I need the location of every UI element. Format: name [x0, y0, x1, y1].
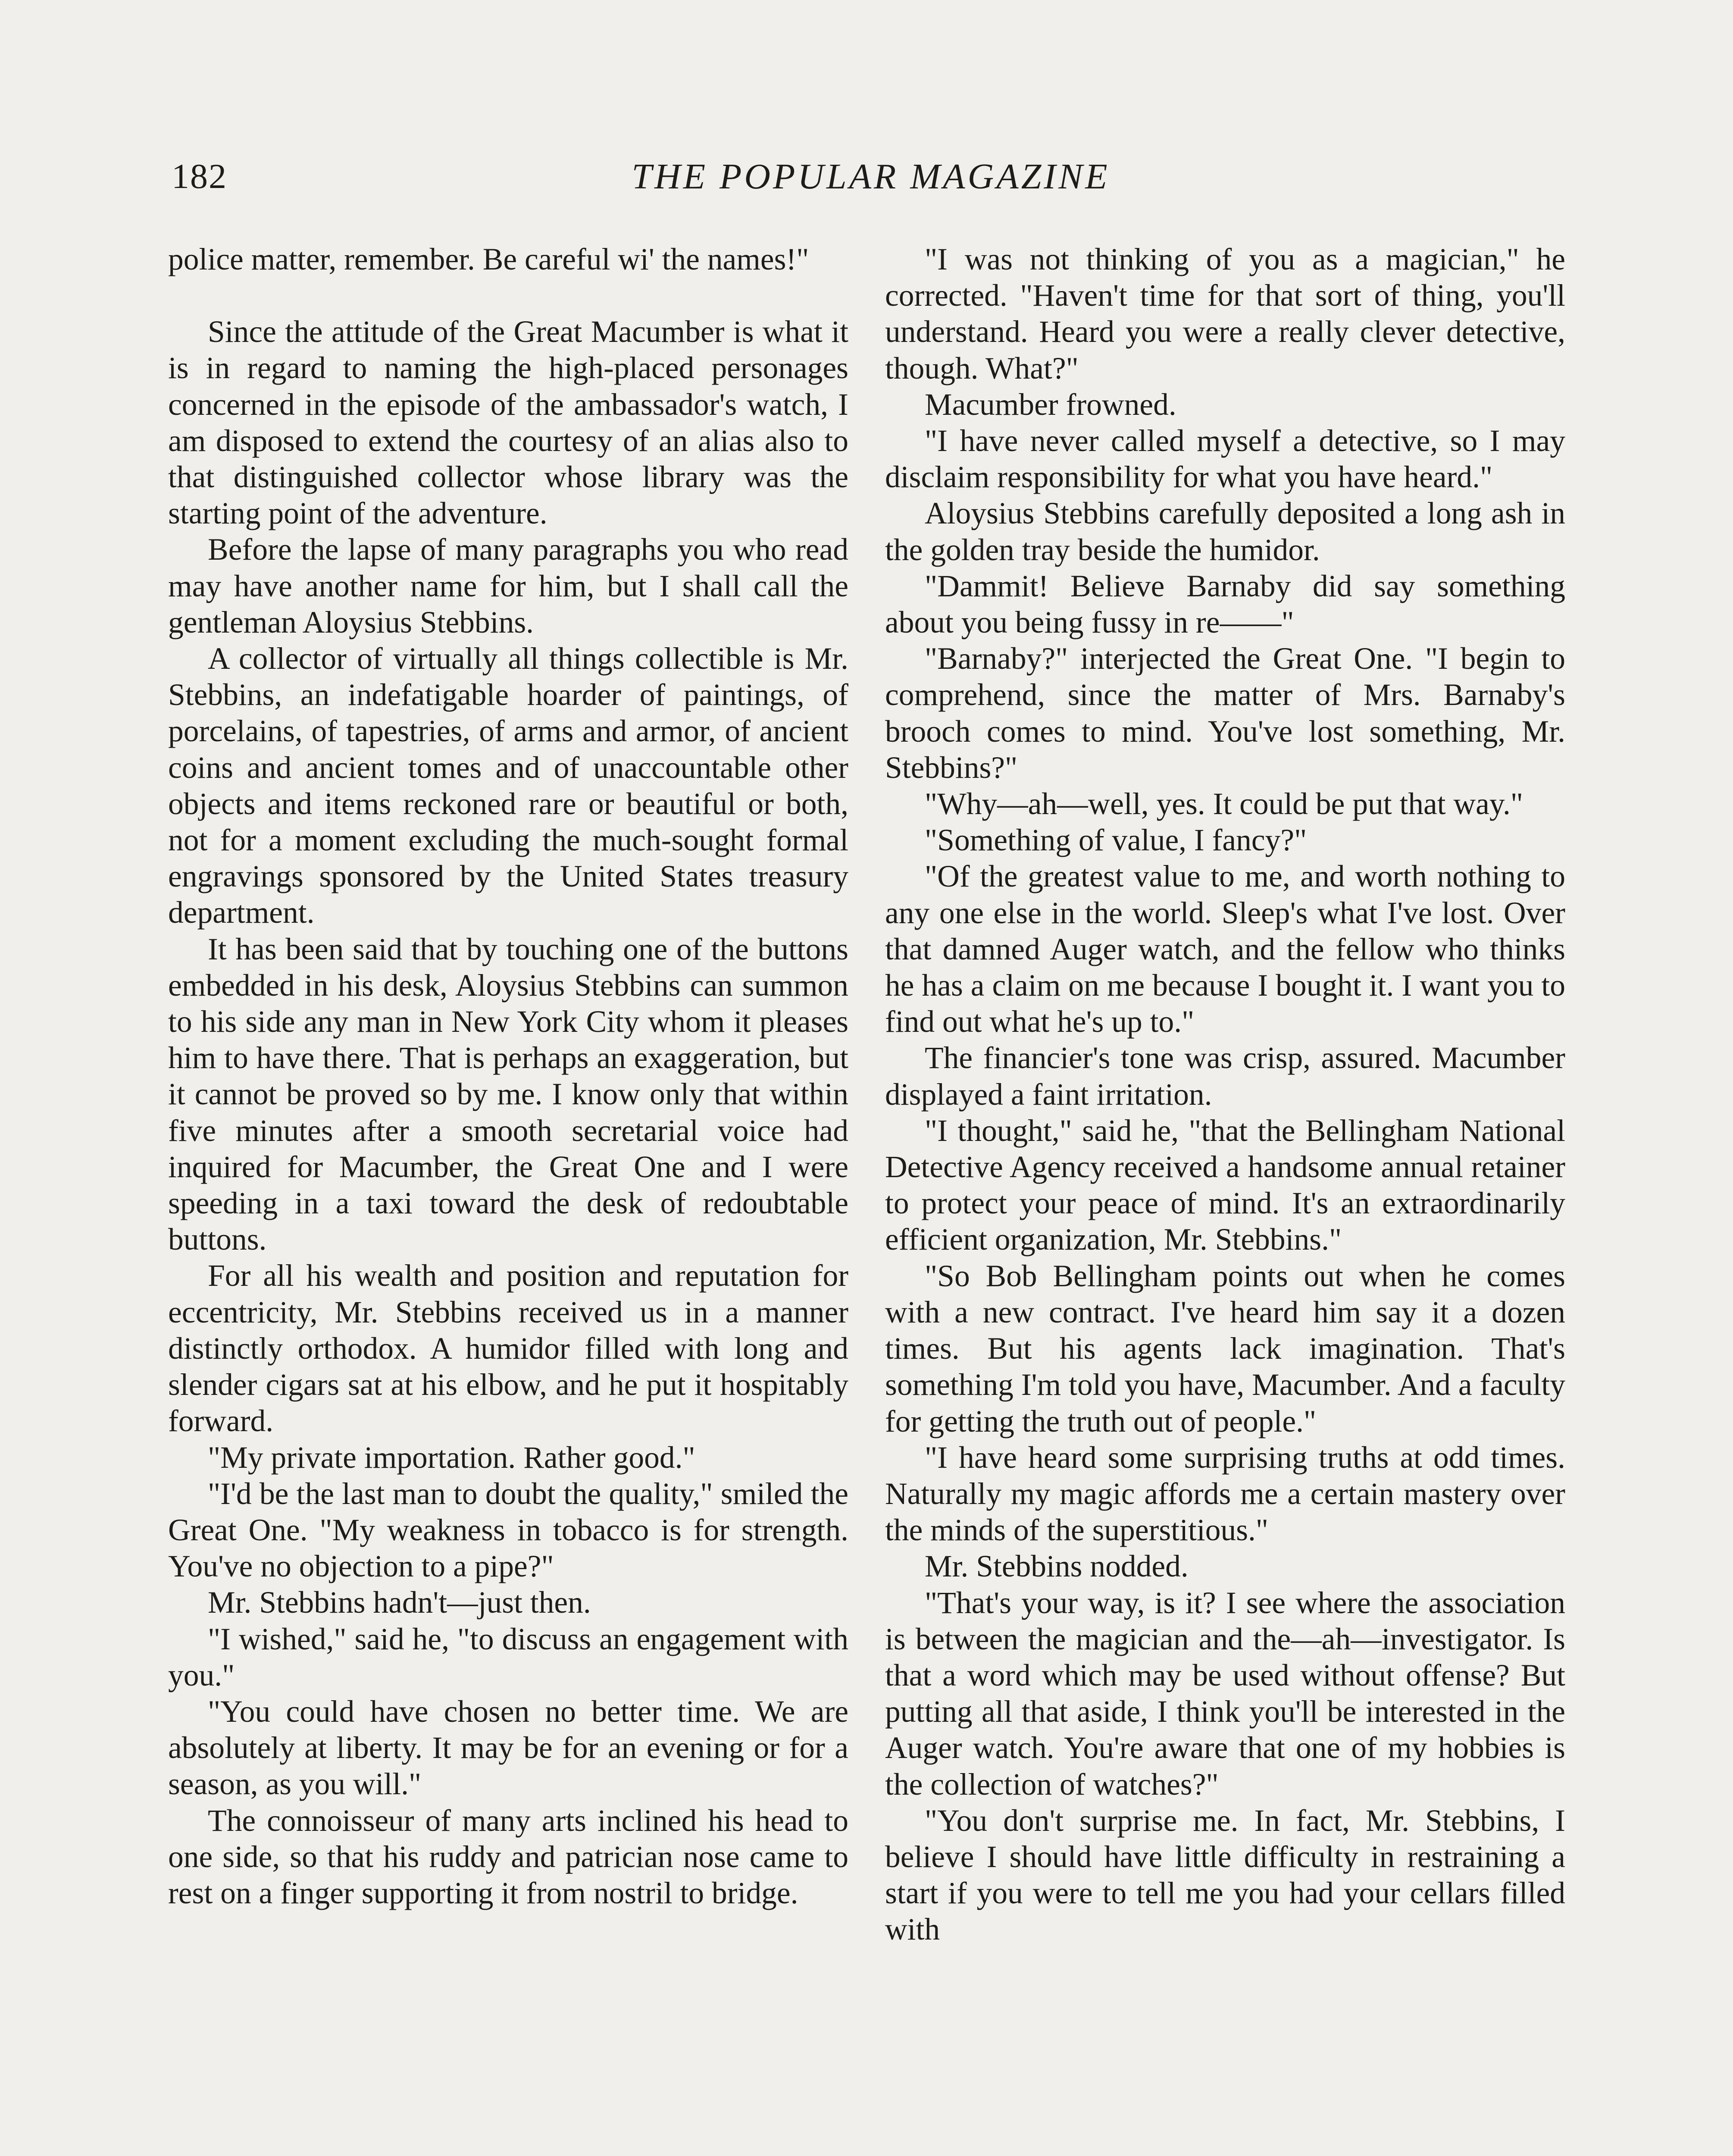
paragraph: "You don't surprise me. In fact, Mr. Stebbins, I believe I should have little difficulty in restraining a start if you were to tell me you had your cellars filled with — [885, 1803, 1565, 1947]
paragraph: Since the attitude of the Great Macumber is what it is in regard to naming the high-placed personages concerned in the episode of the ambassador's watch, I am disposed to extend the courtesy of an alias also to that distinguished collector whose library was the starting point of the adventure. — [168, 315, 848, 531]
paragraph: Mr. Stebbins nodded. — [925, 1549, 1189, 1584]
left-column — [168, 241, 848, 1912]
paragraph: Before the lapse of many paragraphs you who read may have another name for him, but I shall call the gentleman Aloysius Stebbins. — [168, 533, 848, 639]
running-head: THE POPULAR MAGAZINE — [632, 157, 1110, 197]
paragraph: "You could have chosen no better time. We are absolutely at liberty. It may be for an evening or for a season, as you will." — [168, 1694, 848, 1802]
paragraph: "I was not thinking of you as a magician," he corrected. "Haven't time for that sort of thing, you'll understand. Heard you were a really clever detective, though. What?" — [885, 242, 1565, 385]
paragraph: "I'd be the last man to doubt the quality," smiled the Great One. "My weakness in tobacco is for strength. You've no objection to a pipe?" — [168, 1476, 848, 1584]
paragraph: "Of the greatest value to me, and worth nothing to any one else in the world. Sleep's what I've lost. Over that damned Auger watch, and the fellow who thinks he has a claim on me because I bought it. I want you to find out what he's up to." — [885, 859, 1565, 1039]
paragraph: "Something of value, I fancy?" — [925, 823, 1307, 858]
paragraph: For all his wealth and position and reputation for eccentricity, Mr. Stebbins received us in a manner distinctly orthodox. A humidor filled with long and slender cigars sat at his elbow, and he put it hospitably forward. — [168, 1259, 848, 1438]
paragraph: "Barnaby?" interjected the Great One. "I begin to comprehend, since the matter of Mrs. Barnaby's brooch comes to mind. You've lost something, Mr. Stebbins?" — [885, 642, 1565, 785]
paragraph: "I have never called myself a detective, so I may disclaim responsibility for what you have heard." — [885, 424, 1565, 495]
paragraph: Macumber frowned. — [925, 387, 1176, 422]
paragraph: "Why—ah—well, yes. It could be put that way." — [925, 787, 1523, 821]
paragraph: "I wished," said he, "to discuss an engagement with you." — [168, 1622, 848, 1692]
page-number: 182 — [172, 157, 227, 196]
paragraph: Mr. Stebbins hadn't—just then. — [208, 1586, 591, 1620]
paragraph: The connoisseur of many arts inclined his head to one side, so that his ruddy and patrician nose came to rest on a finger supporting it from nostril to bridge. — [168, 1803, 848, 1910]
paragraph: It has been said that by touching one of the buttons embedded in his desk, Aloysius Stebbins can summon to his side any man in New York City whom it pleases him to have there. That is perhaps an exaggeration, but it cannot be proved so by me. I know only that within five minutes after a smooth secretarial voice had inquired for Macumber, the Great One and I were speeding in a taxi toward the desk of redoubtable buttons. — [168, 932, 848, 1257]
paragraph: "I thought," said he, "that the Bellingham National Detective Agency received a handsome annual retainer to protect your peace of mind. It's an extraordinarily efficient organization, Mr. Stebbins." — [885, 1113, 1565, 1257]
paragraph: "So Bob Bellingham points out when he comes with a new contract. I've heard him say it a dozen times. But his agents lack imagination. That's something I'm told you have, Macumber. And a faculty for getting the truth out of people." — [885, 1259, 1565, 1438]
paragraph: "That's your way, is it? I see where the association is between the magician and the—ah—investigator. Is that a word which may be used without offense? But putting all that aside, I think you'll be interested in the Auger watch. You're aware that one of my hobbies is the collection of watches?" — [885, 1586, 1565, 1802]
right-column — [885, 241, 1565, 1948]
paragraph: "My private importation. Rather good." — [208, 1440, 695, 1475]
paragraph: A collector of virtually all things collectible is Mr. Stebbins, an indefatigable hoarder of paintings, of porcelains, of tapestries, of arms and armor, of ancient coins and ancient tomes and of unaccountable other objects and items reckoned rare or beautiful or both, not for a moment excluding the much-sought formal engravings sponsored by the United States treasury department. — [168, 642, 848, 930]
paragraph: police matter, remember. Be careful wi' the names!" — [168, 242, 809, 276]
paragraph: "I have heard some surprising truths at odd times. Naturally my magic affords me a certain mastery over the minds of the superstitious." — [885, 1440, 1565, 1548]
paragraph: Aloysius Stebbins carefully deposited a long ash in the golden tray beside the humidor. — [885, 496, 1565, 567]
paragraph: "Dammit! Believe Barnaby did say something about you being fussy in re——" — [885, 569, 1565, 640]
paragraph: The financier's tone was crisp, assured. Macumber displayed a faint irritation. — [885, 1041, 1565, 1112]
